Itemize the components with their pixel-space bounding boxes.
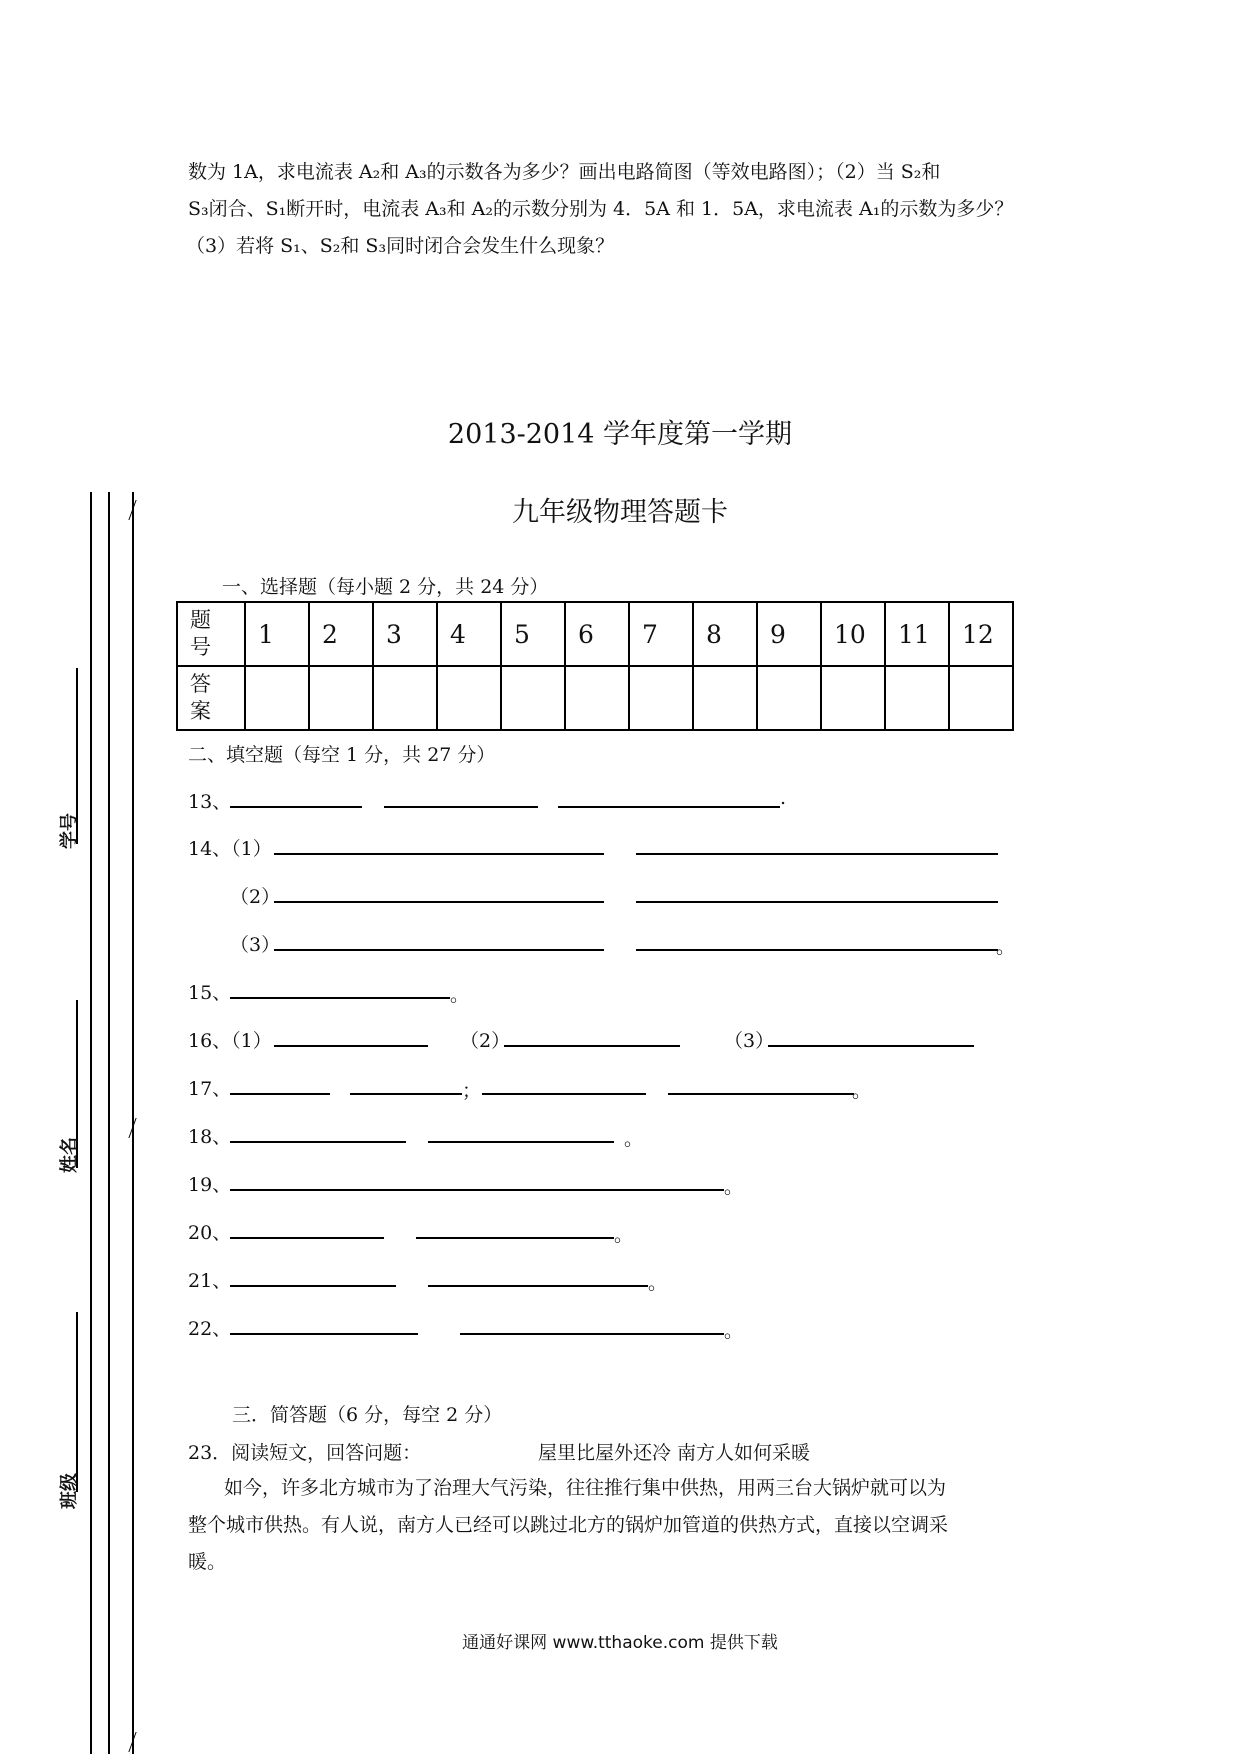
margin-rule <box>108 492 110 1754</box>
q15-label: 15、 <box>188 982 232 1004</box>
answer-blank[interactable] <box>504 1045 680 1047</box>
question-number-cell: 3 <box>373 602 437 666</box>
q23-paragraph-line-3: 暖。 <box>188 1551 227 1573</box>
table-row <box>177 602 1013 666</box>
answer-cell[interactable] <box>565 666 629 730</box>
class-underline <box>76 1312 78 1492</box>
q13-end-mark: . <box>780 787 787 809</box>
question-number-cell: 2 <box>309 602 373 666</box>
answer-cell[interactable] <box>821 666 885 730</box>
q13-label: 13、 <box>188 791 232 813</box>
question-number-cell: 12 <box>949 602 1013 666</box>
answer-blank[interactable] <box>482 1093 646 1095</box>
answer-blank[interactable] <box>274 949 604 951</box>
q16-label: 16、（1） <box>188 1030 272 1052</box>
answer-cell[interactable] <box>309 666 373 730</box>
answer-cell[interactable] <box>373 666 437 730</box>
answer-blank[interactable] <box>230 1333 418 1335</box>
section2-title: 二、填空题（每空 1 分，共 27 分） <box>188 744 496 766</box>
q17-separator: ； <box>462 1080 482 1102</box>
q20-end-mark: 。 <box>614 1224 634 1246</box>
answer-blank[interactable] <box>274 853 604 855</box>
question-number-cell: 5 <box>501 602 565 666</box>
answer-cell[interactable] <box>757 666 821 730</box>
q14-3-label: （3） <box>230 934 281 956</box>
question-text-line-1: 数为 1A，求电流表 A₂和 A₃的示数各为多少？画出电路简图（等效电路图）；（2）当 S₂和 <box>188 161 941 183</box>
cut-mark <box>128 1118 142 1138</box>
answer-cell[interactable] <box>629 666 693 730</box>
answer-blank[interactable] <box>384 806 538 808</box>
answer-cell[interactable] <box>693 666 757 730</box>
q19-label: 19、 <box>188 1174 232 1196</box>
q15-end-mark: 。 <box>450 984 470 1006</box>
question-number-cell: 8 <box>693 602 757 666</box>
answer-blank[interactable] <box>230 1093 330 1095</box>
question-number-cell: 10 <box>821 602 885 666</box>
answer-cell[interactable] <box>501 666 565 730</box>
q23-paragraph-line-1: 如今，许多北方城市为了治理大气污染，往往推行集中供热，用两三台大锅炉就可以为 <box>224 1477 947 1499</box>
answer-blank[interactable] <box>230 806 362 808</box>
q18-end-mark: 。 <box>624 1128 644 1150</box>
question-number-cell: 11 <box>885 602 949 666</box>
answer-blank[interactable] <box>558 806 780 808</box>
q16-3-label: （3） <box>724 1030 775 1052</box>
answer-blank[interactable] <box>668 1093 854 1095</box>
q22-label: 22、 <box>188 1318 232 1340</box>
answer-blank[interactable] <box>230 1189 724 1191</box>
q23-article-title: 屋里比屋外还冷 南方人如何采暖 <box>538 1442 811 1464</box>
q16-2-label: （2） <box>460 1030 511 1052</box>
answer-card-title: 九年级物理答题卡 <box>512 497 728 528</box>
name-label: 姓名 <box>59 1137 80 1173</box>
answer-blank[interactable] <box>230 1141 406 1143</box>
answer-blank[interactable] <box>274 901 604 903</box>
table-row <box>177 666 1013 730</box>
row-header-number: 题 号 <box>177 602 245 666</box>
q14-label: 14、（1） <box>188 838 272 860</box>
answer-blank[interactable] <box>230 1285 396 1287</box>
answer-blank[interactable] <box>636 901 998 903</box>
q18-label: 18、 <box>188 1126 232 1148</box>
q20-label: 20、 <box>188 1222 232 1244</box>
question-text-line-2: S₃闭合、S₁断开时，电流表 A₃和 A₂的示数分别为 4．5A 和 1．5A，求电流表 A₁的示数为多少？ <box>188 198 1014 220</box>
answer-blank[interactable] <box>428 1141 614 1143</box>
question-number-cell: 7 <box>629 602 693 666</box>
q21-label: 21、 <box>188 1270 232 1292</box>
q23-prompt: 23．阅读短文，回答问题： <box>188 1442 422 1464</box>
q22-end-mark: 。 <box>724 1320 744 1342</box>
answer-blank[interactable] <box>416 1237 614 1239</box>
answer-blank[interactable] <box>230 997 450 999</box>
q21-end-mark: 。 <box>648 1272 668 1294</box>
row-header-answer: 答 案 <box>177 666 245 730</box>
question-number-cell: 6 <box>565 602 629 666</box>
answer-cell[interactable] <box>949 666 1013 730</box>
q17-end-mark: 。 <box>852 1080 872 1102</box>
question-number-cell: 1 <box>245 602 309 666</box>
cut-mark <box>128 1732 142 1752</box>
answer-blank[interactable] <box>274 1045 428 1047</box>
answer-cell[interactable] <box>885 666 949 730</box>
q19-end-mark: 。 <box>724 1176 744 1198</box>
q23-paragraph-line-2: 整个城市供热。有人说，南方人已经可以跳过北方的锅炉加管道的供热方式，直接以空调采 <box>188 1514 949 1536</box>
class-label: 班级 <box>59 1473 80 1509</box>
margin-rule <box>90 492 92 1754</box>
year-term-title: 2013-2014 学年度第一学期 <box>447 419 793 450</box>
q14-end-mark: 。 <box>996 936 1016 958</box>
footer-credit: 通通好课网 www.tthaoke.com 提供下载 <box>462 1633 778 1653</box>
answer-blank[interactable] <box>636 853 998 855</box>
answer-blank[interactable] <box>428 1285 648 1287</box>
section1-title: 一、选择题（每小题 2 分，共 24 分） <box>222 576 549 598</box>
q17-label: 17、 <box>188 1078 232 1100</box>
section3-title: 三．简答题（6 分，每空 2 分） <box>232 1404 503 1426</box>
question-number-cell: 9 <box>757 602 821 666</box>
choice-answer-table <box>176 601 1014 731</box>
answer-blank[interactable] <box>460 1333 724 1335</box>
answer-cell[interactable] <box>437 666 501 730</box>
q14-2-label: （2） <box>230 886 281 908</box>
student-id-label: 学号 <box>59 813 80 849</box>
answer-blank[interactable] <box>230 1237 384 1239</box>
answer-cell[interactable] <box>245 666 309 730</box>
question-text-line-3: （3）若将 S₁、S₂和 S₃同时闭合会发生什么现象？ <box>186 235 615 257</box>
answer-blank[interactable] <box>636 949 998 951</box>
answer-blank[interactable] <box>350 1093 462 1095</box>
question-number-cell: 4 <box>437 602 501 666</box>
answer-blank[interactable] <box>768 1045 974 1047</box>
